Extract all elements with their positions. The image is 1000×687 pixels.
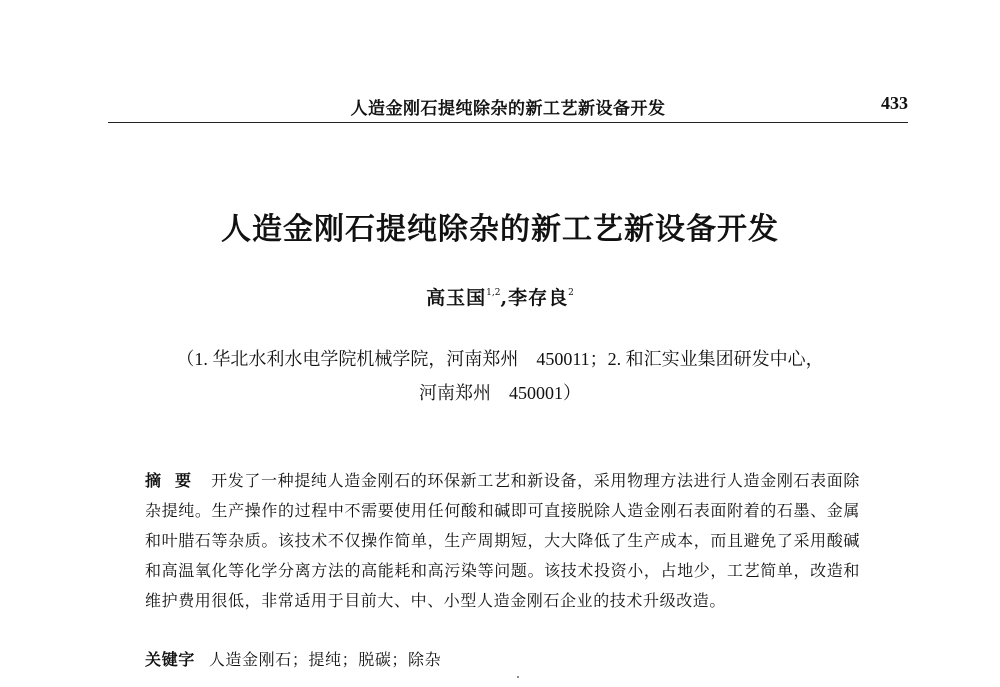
author-affil-mark: 1,2 <box>486 288 501 298</box>
author-affil-mark: 2 <box>568 288 574 298</box>
keywords <box>145 647 860 670</box>
author-line <box>0 283 1000 310</box>
author-separator: , <box>500 287 509 309</box>
keywords-text: 人造金刚石；提纯；脱碳；除杂 <box>208 650 442 669</box>
abstract-label: 摘要 <box>145 471 206 490</box>
abstract-text: 开发了一种提纯人造金刚石的环保新工艺和新设备，采用物理方法进行人造金刚石表面除杂提纯。生产操作的过程中不需要使用任何酸和碱即可直接脱除人造金刚石表面附着的石墨、金属和叶腊石等杂质。该技术不仅操作简单，生产周期短，大大降低了生产成本，而且避免了采用酸碱和高温氧化等化学分离方法的高能耗和高污染等问题。该技术投资小，占地少，工艺简单，改造和维护费用很低，非常适用于目前大、中、小型人造金刚石企业的技术升级改造。 <box>145 471 860 610</box>
keywords-label: 关键字 <box>145 650 195 669</box>
running-title: 人造金刚石提纯除杂的新工艺新设备开发 <box>350 99 666 119</box>
affiliation-line: （1. 华北水利水电学院机械学院，河南郑州 450011；2. 和汇实业集团研发中心， <box>176 349 824 369</box>
affiliation-line: 河南郑州 450001） <box>419 383 581 403</box>
author-name: 高玉国 <box>426 287 487 309</box>
scan-speck <box>517 676 519 678</box>
paper-title: 人造金刚石提纯除杂的新工艺新设备开发 <box>221 212 779 247</box>
page-number: 433 <box>881 93 908 113</box>
abstract <box>145 466 860 616</box>
running-header <box>108 92 908 123</box>
author-name: 李存良 <box>508 287 569 309</box>
